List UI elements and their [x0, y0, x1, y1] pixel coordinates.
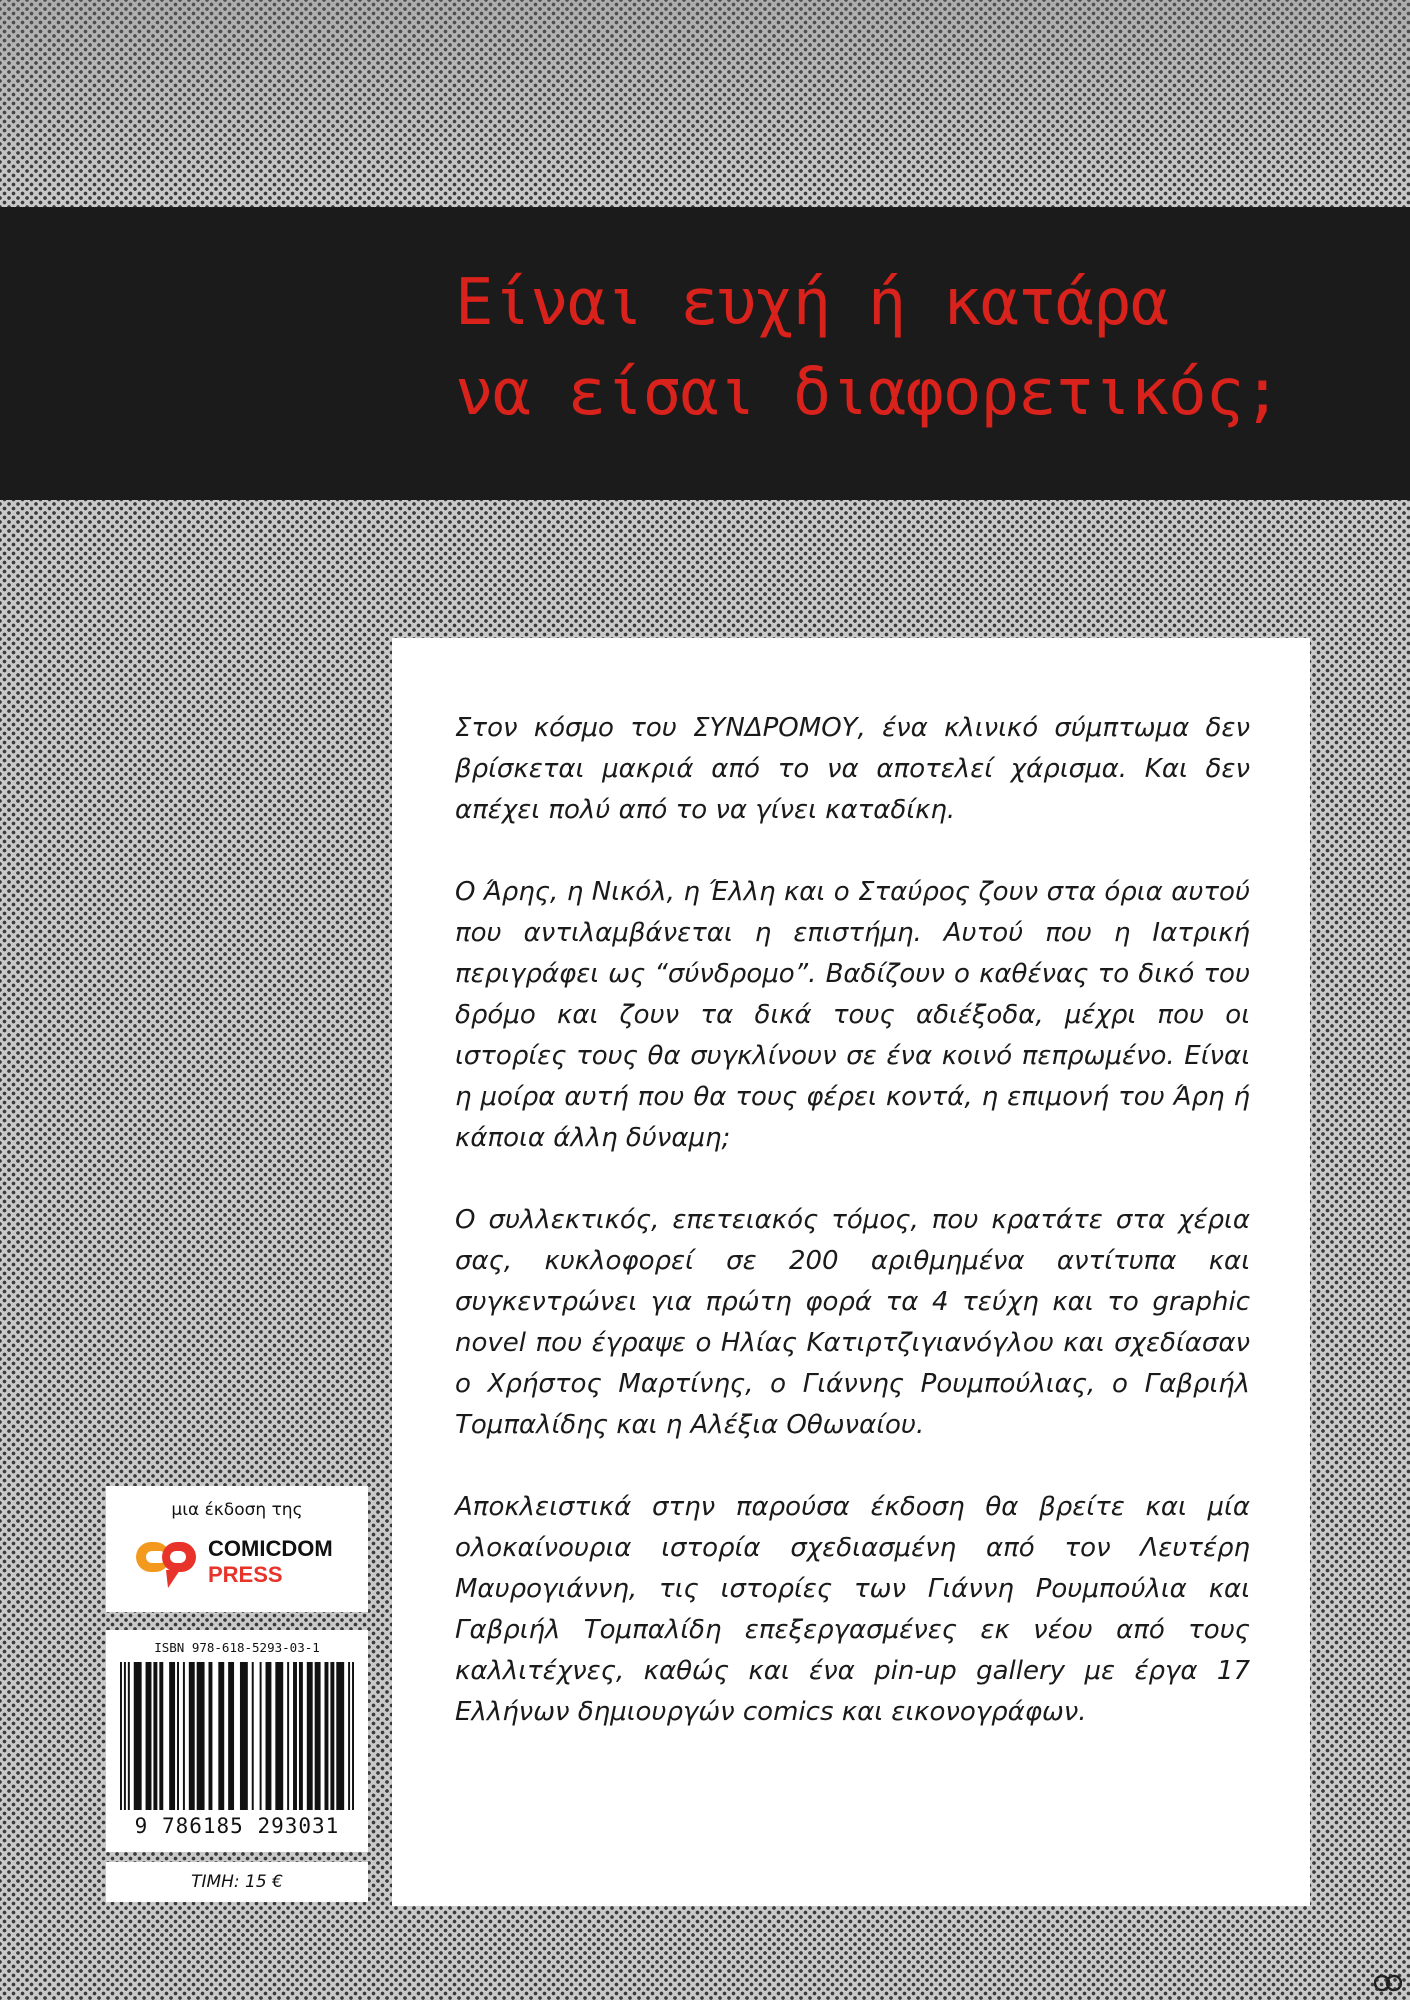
- blurb-panel: [392, 638, 1310, 1906]
- barcode-bar: [146, 1662, 152, 1810]
- price-box: [106, 1862, 368, 1902]
- blurb-text: [455, 708, 1250, 1774]
- barcode-bar: [169, 1662, 175, 1810]
- barcode-bar: [228, 1662, 234, 1810]
- blurb-paragraph: Αποκλειστικά στην παρούσα έκδοση θα βρείτε και μία ολοκαίνουρια ιστορία σχεδιασμένη από τον Λευτέρη Μαυρογιάννη, τις ιστορίες των Γιάννη Ρουμπούλια και Γαβριήλ Τομπαλίδη επεξεργασμένες εκ νέου από τους καλλιτέχνες, καθώς και ένα pin-up gallery με έργα 17 Ελλήνων δημιουργών comics και εικονογράφων.: [455, 1492, 1250, 1727]
- barcode-bar: [177, 1662, 179, 1810]
- barcode-bar: [208, 1662, 212, 1810]
- barcode-bars: [120, 1662, 354, 1810]
- publisher-caption: μια έκδοση της: [171, 1500, 303, 1520]
- tagline-line-2: να είσαι διαφορετικός;: [455, 356, 1281, 430]
- barcode-bar: [240, 1662, 248, 1810]
- barcode-bar: [197, 1662, 205, 1810]
- barcode-bar: [218, 1662, 224, 1810]
- top-shading: [0, 0, 1410, 200]
- barcode-bar: [153, 1662, 157, 1810]
- tagline-line-1: Είναι ευχή ή κατάρα: [455, 266, 1169, 340]
- barcode-bar: [287, 1662, 289, 1810]
- barcode-bar: [260, 1662, 262, 1810]
- barcode-bar: [266, 1662, 272, 1810]
- barcode-bar: [134, 1662, 142, 1810]
- barcode-bar: [348, 1662, 350, 1810]
- barcode-bar: [315, 1662, 321, 1810]
- barcode-digits: 9 786185 293031: [134, 1814, 340, 1838]
- publisher-logo-text: [208, 1536, 333, 1588]
- barcode-bar: [124, 1662, 126, 1810]
- barcode-bar: [293, 1662, 297, 1810]
- tagline: [455, 258, 1355, 438]
- barcode-bar: [159, 1662, 163, 1810]
- publisher-box: [106, 1486, 368, 1612]
- barcode-bar: [120, 1662, 122, 1810]
- barcode-bar: [299, 1662, 303, 1810]
- barcode-bar: [128, 1662, 130, 1810]
- blurb-paragraph: Ο συλλεκτικός, επετειακός τόμος, που κρατάτε στα χέρια σας, κυκλοφορεί σε 200 αριθμημένα αντίτυπα και συγκεντρώνει για πρώτη φορά τα 4 τεύχη και το graphic novel που έγραψε ο Ηλίας Κατιρτζιγιανόγλου και σχεδίασαν ο Χρήστος Μαρτίνης, ο Γιάννης Ρουμπούλιας, ο Γαβριήλ Τομπαλίδης και η Αλέξια Οθωναίου.: [455, 1205, 1250, 1440]
- barcode-bar: [189, 1662, 195, 1810]
- logo-word-press: PRESS: [208, 1562, 283, 1587]
- barcode-bar: [325, 1662, 329, 1810]
- logo-word-comicdom: COMICDOM: [208, 1536, 333, 1561]
- barcode-bar: [252, 1662, 254, 1810]
- barcode-box: [106, 1630, 368, 1852]
- barcode-bar: [330, 1662, 334, 1810]
- barcode-bar: [183, 1662, 185, 1810]
- blurb-paragraph: Στον κόσμο του ΣΥΝΔΡΟΜΟΥ, ένα κλινικό σύμπτωμα δεν βρίσκεται μακριά από το να αποτελεί χάρισμα. Και δεν απέχει πολύ από το να γίνει καταδίκη.: [455, 713, 1250, 825]
- blurb-paragraph: Ο Άρης, η Νικόλ, η Έλλη και ο Σταύρος ζουν στα όρια αυτού που αντιλαμβάνεται η επιστήμη. Αυτού που η Ιατρική περιγράφει ως “σύνδρομο”. Βαδίζουν ο καθένας το δικό του δρόμο και ζουν τα δικά τους αδιέξοδα, μέχρι που οι ιστορίες τους θα συγκλίνουν σε ένα κοινό πεπρωμένο. Είναι η μοίρα αυτή που θα τους φέρει κοντά, η επιμονή του Άρη ή κάποια άλλη δύναμη;: [455, 877, 1250, 1153]
- barcode-bar: [307, 1662, 313, 1810]
- price-label: ΤΙΜΗ: 15 €: [191, 1872, 283, 1892]
- barcode-bar: [352, 1662, 354, 1810]
- barcode-bar: [336, 1662, 344, 1810]
- barcode-bar: [275, 1662, 283, 1810]
- isbn-label: ISBN 978-618-5293-03-1: [154, 1640, 320, 1655]
- speech-bubble-logo-icon: [136, 1538, 198, 1594]
- corner-logo-icon: [1374, 1973, 1402, 1993]
